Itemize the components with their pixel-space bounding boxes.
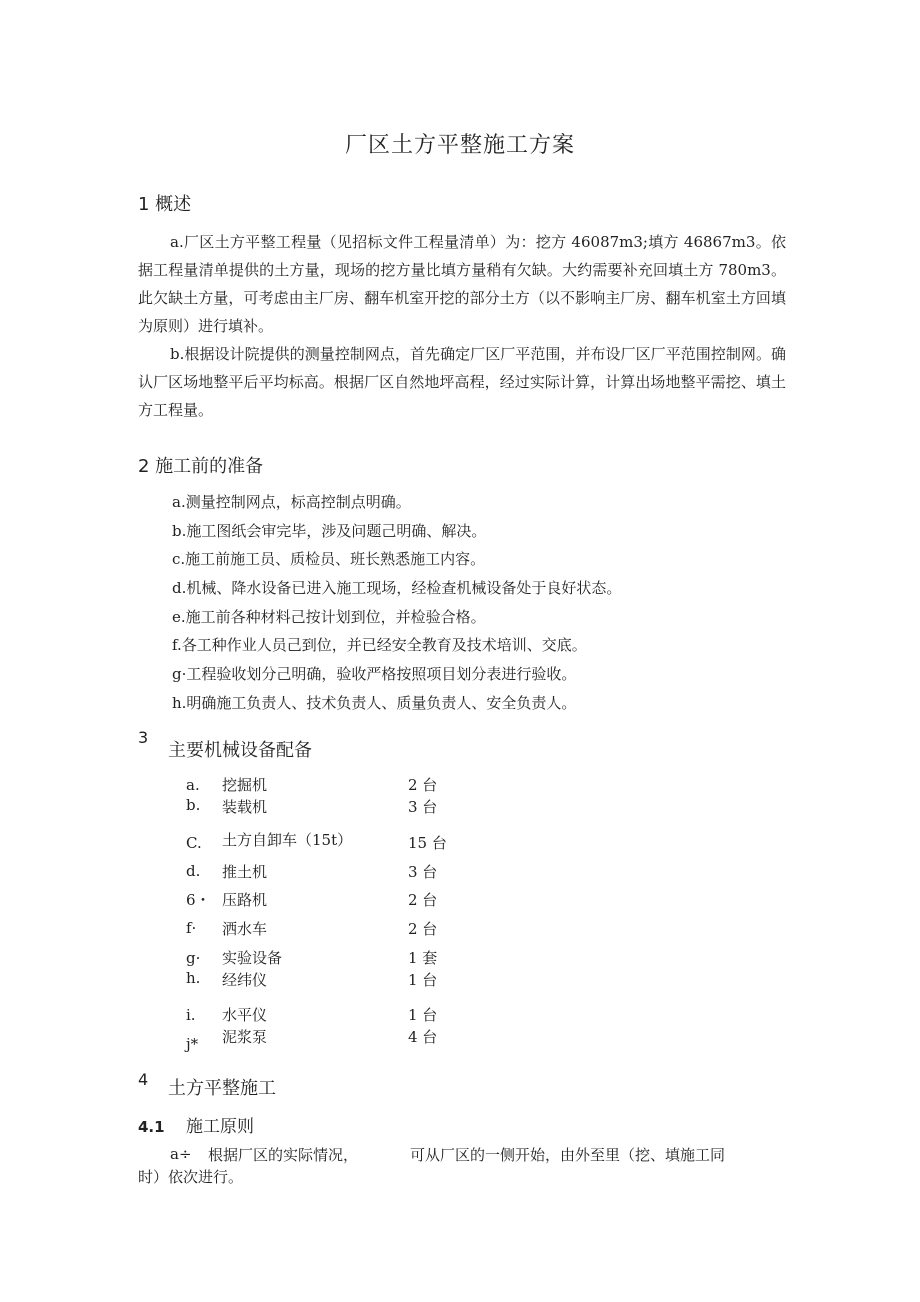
equipment-qty: 1 台 <box>408 971 438 989</box>
section-2-heading: 2 施工前的准备 <box>138 456 264 477</box>
principle-text-continuation: 时）依次进行。 <box>138 1168 244 1186</box>
equipment-name: 压路机 <box>222 891 268 909</box>
equipment-label: b. <box>186 796 201 814</box>
prep-item: g·工程验收划分己明确，验收严格按照项目划分表进行验收。 <box>172 665 577 683</box>
section-1-para-a: a.厂区土方平整工程量（见招标文件工程量清单）为：挖方 46087m3;填方 46867m3。依据工程量清单提供的土方量，现场的挖方量比填方量稍有欠缺。大约需要补充回填土方 780m3。此欠缺土方量，可考虑由主厂房、翻车机室开挖的部分土方（以不影响主厂房、翻车机室土方回填为原则）进行填补。 <box>138 233 786 335</box>
section-4-number: 4 <box>138 1070 149 1089</box>
section-4-heading: 土方平整施工 <box>168 1078 276 1099</box>
page-title: 厂区土方平整施工方案 <box>344 133 575 158</box>
prep-item: d.机械、降水设备已进入施工现场，经检查机械设备处于良好状态。 <box>172 579 622 597</box>
section-3-number: 3 <box>138 728 149 747</box>
principle-text-part2: 可从厂区的一侧开始，由外至里（挖、填施工同 <box>410 1146 726 1164</box>
equipment-qty: 3 台 <box>408 798 438 816</box>
prep-item: h.明确施工负责人、技术负责人、质量负责人、安全负责人。 <box>172 694 577 712</box>
equipment-qty: 1 台 <box>408 1006 438 1024</box>
principle-label: a÷ <box>170 1145 192 1163</box>
prep-item: b.施工图纸会审完毕，涉及问题己明确、解决。 <box>172 522 487 540</box>
prep-item: f.各工种作业人员己到位，并已经安全教育及技术培训、交底。 <box>172 636 587 654</box>
equipment-name: 土方自卸车（15t） <box>222 831 353 849</box>
equipment-name: 洒水车 <box>222 920 268 938</box>
section-3-heading: 主要机械设备配备 <box>168 740 312 761</box>
equipment-qty: 2 台 <box>408 920 438 938</box>
equipment-name: 水平仪 <box>222 1006 268 1024</box>
equipment-label: h. <box>186 969 201 987</box>
principle-text-part1: 根据厂区的实际情况， <box>208 1146 359 1164</box>
equipment-label: g· <box>186 949 201 967</box>
equipment-name: 推土机 <box>222 863 268 881</box>
section-1-para-b: b.根据设计院提供的测量控制网点，首先确定厂区厂平范围，并布设厂区厂平范围控制网。确认厂区场地整平后平均标高。根据厂区自然地坪高程，经过实际计算，计算出场地整平需挖、填土方工程量。 <box>138 345 786 419</box>
equipment-qty: 2 台 <box>408 776 438 794</box>
equipment-qty: 2 台 <box>408 891 438 909</box>
equipment-name: 实验设备 <box>222 949 283 967</box>
equipment-name: 经纬仪 <box>222 971 268 989</box>
equipment-name: 挖掘机 <box>222 776 268 794</box>
equipment-label: f· <box>186 919 197 937</box>
subsection-4-1-number: 4.1 <box>138 1118 165 1136</box>
equipment-qty: 1 套 <box>408 949 438 967</box>
subsection-4-1-heading: 施工原则 <box>186 1117 254 1137</box>
equipment-name: 装载机 <box>222 798 268 816</box>
section-1-heading: 1 概述 <box>138 194 192 215</box>
equipment-label: j* <box>186 1035 199 1053</box>
equipment-qty: 4 台 <box>408 1028 438 1046</box>
equipment-qty: 15 台 <box>408 834 447 852</box>
prep-item: a.测量控制网点，标高控制点明确。 <box>172 493 411 511</box>
equipment-label: i. <box>186 1006 196 1024</box>
prep-item: e.施工前各种材料己按计划到位，并检验合格。 <box>172 608 486 626</box>
equipment-label: C. <box>186 834 202 852</box>
equipment-label: d. <box>186 862 201 880</box>
equipment-qty: 3 台 <box>408 863 438 881</box>
equipment-name: 泥浆泵 <box>222 1028 268 1046</box>
prep-item: c.施工前施工员、质检员、班长熟悉施工内容。 <box>172 550 486 568</box>
equipment-label: a. <box>186 776 200 794</box>
equipment-label: 6・ <box>186 891 211 909</box>
